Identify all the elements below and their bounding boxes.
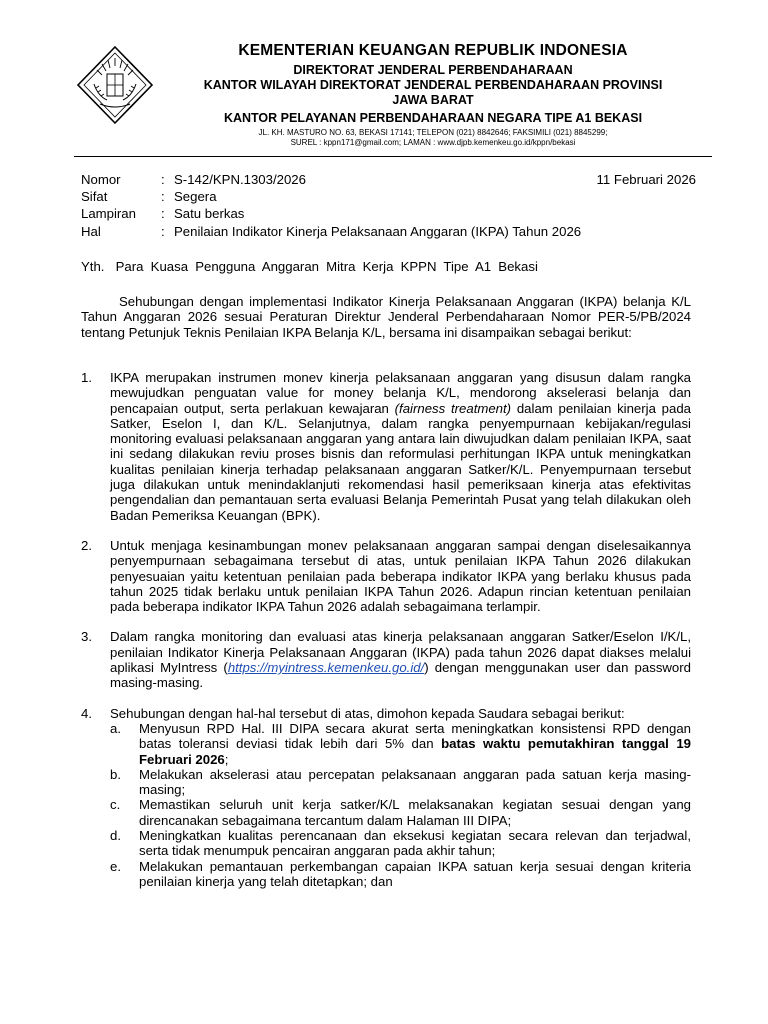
lampiran-label: Lampiran [81, 206, 136, 222]
sifat-label: Sifat [81, 189, 108, 205]
colon: : [161, 189, 165, 205]
colon: : [161, 172, 165, 187]
sub-item-letter: d. [110, 828, 121, 844]
item-number: 2. [81, 537, 92, 553]
ministry-of-finance-logo-icon [74, 44, 156, 126]
item-4-text: Sehubungan dengan hal-hal tersebut di atas, dimohon kepada Saudara sebagai berikut: [110, 705, 625, 721]
item-number: 1. [81, 370, 92, 385]
sub-item-a-end: ; [224, 751, 229, 767]
list-item [81, 370, 691, 523]
colon: : [161, 206, 165, 222]
sub-item-letter: e. [110, 858, 121, 874]
addressee [81, 258, 581, 275]
sub-list-item [110, 859, 691, 890]
list-item [81, 538, 691, 614]
letter-meta [81, 171, 696, 240]
colon: : [161, 223, 165, 239]
list-item [81, 706, 691, 890]
meta-nomor [81, 171, 696, 188]
meta-sifat [81, 188, 696, 205]
sub-list-item [110, 767, 691, 798]
addressee-label: Yth. [81, 259, 105, 274]
list-item [81, 629, 691, 690]
meta-hal [81, 223, 696, 240]
sub-item-e-text: Melakukan pemantauan perkembangan capaian IKPA satuan kerja sesuai dengan kriteria penilaian kinerja yang telah ditetapkan; dan [139, 858, 691, 889]
meta-lampiran [81, 205, 696, 222]
sub-item-letter: c. [110, 797, 121, 813]
lampiran-value: Satu berkas [174, 206, 245, 222]
hal-label: Hal [81, 223, 101, 239]
item-number: 3. [81, 629, 92, 645]
item-number: 4. [81, 705, 92, 721]
sub-item-letter: b. [110, 766, 121, 782]
regional-office-name: KANTOR WILAYAH DIREKTORAT JENDERAL PERBENDAHARAAN PROVINSI [203, 78, 663, 92]
item-3-text-part2: dengan menggunakan user dan password masing-masing. [110, 660, 691, 691]
sub-list-item [110, 721, 691, 767]
sub-item-a-text: Menyusun RPD Hal. III DIPA secara akurat serta meningkatkan konsistensi RPD dengan batas toleransi deviasi tidak lebih dari 5% dan [139, 720, 691, 752]
directorate-name: DIREKTORAT JENDERAL PERBENDAHARAAN [293, 63, 573, 77]
hal-value: Penilaian Indikator Kinerja Pelaksanaan Anggaran (IKPA) Tahun 2026 [174, 223, 582, 239]
letterhead-divider [74, 156, 712, 157]
nomor-label: Nomor [81, 172, 121, 187]
sub-item-b-text: Melakukan akselerasi atau percepatan pelaksanaan anggaran pada satuan kerja masing-masing; [139, 766, 691, 798]
letter-date: 11 Februari 2026 [596, 172, 696, 187]
intro-paragraph: Sehubungan dengan implementasi Indikator Kinerja Pelaksanaan Anggaran (IKPA) belanja K/L Tahun Anggaran 2026 sesuai Peraturan Direktur Jenderal Perbendaharaan Nomor PER-5/PB/2024 tentang Petunjuk Teknis Penilaian IKPA Belanja K/L, bersama ini disampaikan sebagai berikut: [81, 294, 691, 340]
item-3-paren-open: ( [223, 660, 228, 676]
sub-item-letter: a. [110, 720, 121, 736]
item-1-text-part2: dalam penilaian kinerja pada Satker, Eselon I, dan K/L. Selanjutnya, dalam rangka penyempurnaan kebijakan/regulasi monitoring evaluasi pelaksanaan anggaran yang antara lain diwujudkan dalam penilaian IKPA, saat ini sedang dilakukan reviu proses bisnis dan reformulasi perhitungan IKPA untuk meningkatkan kualitas penilaian kinerja terhadap pelaksanaan anggaran Satker/K/L. Penyempurnaan tersebut juga dilakukan untuk menindaklanjuti rekomendasi hasil pemeriksaan kinerja atas efektivitas pengendalian dan pemantauan serta evaluasi Belanja Pemerintah Pusat yang telah dilakukan oleh Badan Pemeriksa Keuangan (BPK). [110, 400, 692, 523]
sub-item-d-text: Meningkatkan kualitas perencanaan dan eksekusi kegiatan secara relevan dan terjadwal, serta tidak menumpuk pencairan anggaran pada akhir tahun; [139, 828, 691, 859]
sub-list-item [110, 797, 691, 828]
item-2-text: Untuk menjaga kesinambungan monev pelaksanaan anggaran sampai dengan diselesaikannya penyempurnaan sebagaimana tersebut di atas, untuk penilaian IKPA Tahun 2026 dilakukan penyesuaian yaitu ketentuan penilaian pada beberapa indikator IKPA yang berlaku khusus pada tahun 2025 tidak berlaku untuk penilaian IKPA Tahun 2026. Adapun rincian ketentuan penilaian pada beberapa indikator IKPA Tahun 2026 adalah sebagaimana terlampir. [110, 537, 691, 615]
service-office-name: KANTOR PELAYANAN PERBENDAHARAAN NEGARA TIPE A1 BEKASI [223, 111, 643, 125]
office-contact: SUREL : kppn171@gmail.com; LAMAN : www.djpb.kemenkeu.go.id/kppn/bekasi [290, 138, 576, 147]
item-3-paren-close: ) [424, 660, 429, 676]
myintress-link[interactable]: https://myintress.kemenkeu.go.id/ [227, 660, 425, 676]
office-address: JL. KH. MASTURO NO. 63, BEKASI 17141; TELEPON (021) 8842646; FAKSIMILI (021) 8845299; [258, 128, 608, 137]
sub-item-a-deadline: batas waktu pemutakhiran tanggal 19 Februari 2026 [139, 736, 691, 767]
nomor-value: S-142/KPN.1303/2026 [174, 172, 306, 187]
letterhead [162, 42, 704, 148]
sub-list-item [110, 828, 691, 859]
ministry-name: KEMENTERIAN KEUANGAN REPUBLIK INDONESIA [238, 42, 628, 59]
item-1-text-part1: IKPA merupakan instrumen monev kinerja pelaksanaan anggaran yang disusun dalam rangka mewujudkan penguatan value for money belanja K/L, mendorong akselerasi belanja dan pencapaian output, serta perlakuan kewajaran [110, 370, 691, 416]
item-3-text-part1: Dalam rangka monitoring dan evaluasi atas kinerja pelaksanaan anggaran Satker/Eselon I/K/L, penilaian Indikator Kinerja Pelaksanaan Anggaran (IKPA) pada tahun 2026 dapat diakses melalui aplikasi MyIntress [110, 629, 691, 676]
item-1-italic-term: (fairness treatment) [394, 400, 512, 416]
regional-office-province: JAWA BARAT [392, 93, 474, 107]
addressee-text: Para Kuasa Pengguna Anggaran Mitra Kerja KPPN Tipe A1 Bekasi [115, 259, 538, 274]
sifat-value: Segera [174, 189, 217, 205]
numbered-list [81, 370, 691, 889]
sub-item-c-text: Memastikan seluruh unit kerja satker/K/L melaksanakan kegiatan sesuai dengan yang direncanakan sebagaimana tercantum dalam Halaman III DIPA; [139, 797, 691, 828]
